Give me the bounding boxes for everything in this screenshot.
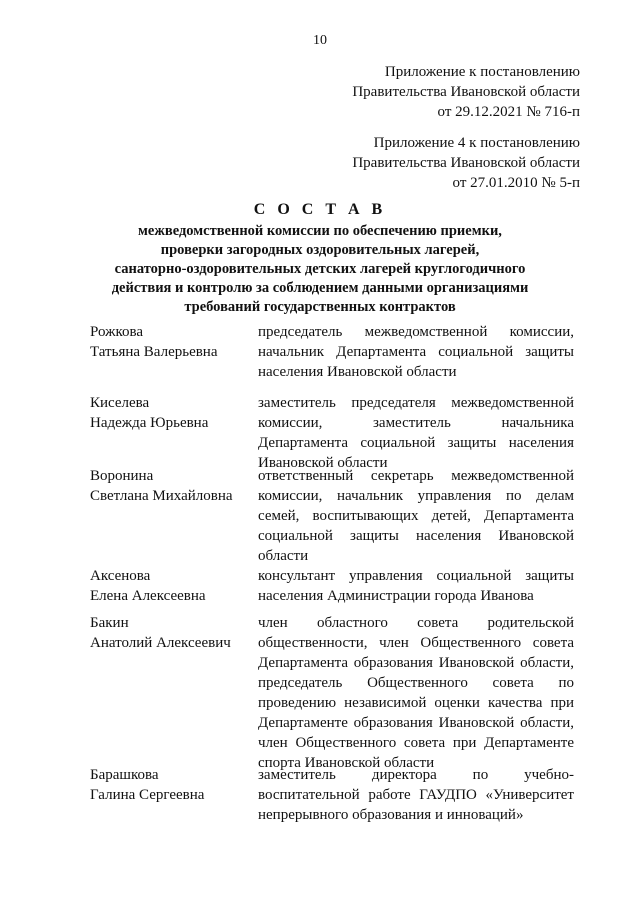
member-role: заместитель директора по учебно-воспитательной работе ГАУДПО «Университет непрерывного образования и инноваций» xyxy=(258,767,574,823)
member-name xyxy=(90,765,250,805)
member-given-name: Светлана Михайловна xyxy=(90,488,233,504)
appendix-original-line-3: от 27.01.2010 № 5-п xyxy=(452,175,580,191)
member-role: консультант управления социальной защиты населения Администрации города Иванова xyxy=(258,568,574,604)
member-surname: Рожкова xyxy=(90,324,144,340)
member-name xyxy=(90,393,250,433)
member-surname: Воронина xyxy=(90,468,154,484)
subtitle-line: проверки загородных оздоровительных лагерей, xyxy=(160,242,480,258)
document-title: С О С Т А В xyxy=(253,201,387,218)
member-given-name: Надежда Юрьевна xyxy=(90,415,209,431)
member-given-name: Галина Сергеевна xyxy=(90,787,205,803)
member-given-name: Анатолий Алексеевич xyxy=(90,635,231,651)
member-surname: Барашкова xyxy=(90,767,159,783)
member-name xyxy=(90,566,250,606)
member-surname: Аксенова xyxy=(90,568,151,584)
subtitle-line: требований государственных контрактов xyxy=(184,299,456,315)
member-role: член областного совета родительской общественности, член Общественного совета Департамента образования Ивановской области, председатель Общественного совета по проведению независимой оценки качества при Департаменте образования Ивановской области, член Общественного совета при Департаменте спорта Ивановской области xyxy=(258,615,574,771)
appendix-current-line-3: от 29.12.2021 № 716-п xyxy=(437,104,580,120)
document-subtitle xyxy=(60,222,580,317)
appendix-original-line-1: Приложение 4 к постановлению xyxy=(373,135,580,151)
member-given-name: Елена Алексеевна xyxy=(90,588,206,604)
page-number: 10 xyxy=(313,33,327,48)
member-role: председатель межведомственной комиссии, начальник Департамента социальной защиты населения Ивановской области xyxy=(258,324,574,380)
member-surname: Киселева xyxy=(90,395,150,411)
subtitle-line: санаторно-оздоровительных детских лагерей круглогодичного xyxy=(114,261,526,277)
member-name xyxy=(90,466,250,506)
member-surname: Бакин xyxy=(90,615,129,631)
member-name xyxy=(90,322,250,362)
subtitle-line: межведомственной комиссии по обеспечению приемки, xyxy=(138,223,502,239)
appendix-original-decree xyxy=(280,133,580,193)
member-given-name: Татьяна Валерьевна xyxy=(90,344,218,360)
appendix-current-decree xyxy=(280,62,580,122)
member-role: заместитель председателя межведомственной комиссии, заместитель начальника Департамента социальной защиты населения Ивановской области xyxy=(258,395,574,471)
appendix-current-line-2: Правительства Ивановской области xyxy=(352,84,580,100)
member-name xyxy=(90,613,250,653)
appendix-original-line-2: Правительства Ивановской области xyxy=(352,155,580,171)
appendix-current-line-1: Приложение к постановлению xyxy=(384,64,580,80)
member-role: ответственный секретарь межведомственной комиссии, начальник управления по делам семей, воспитывающих детей, Департамента социальной защиты населения Ивановской области xyxy=(258,468,574,564)
subtitle-line: действия и контролю за соблюдением данными организациями xyxy=(111,280,529,296)
